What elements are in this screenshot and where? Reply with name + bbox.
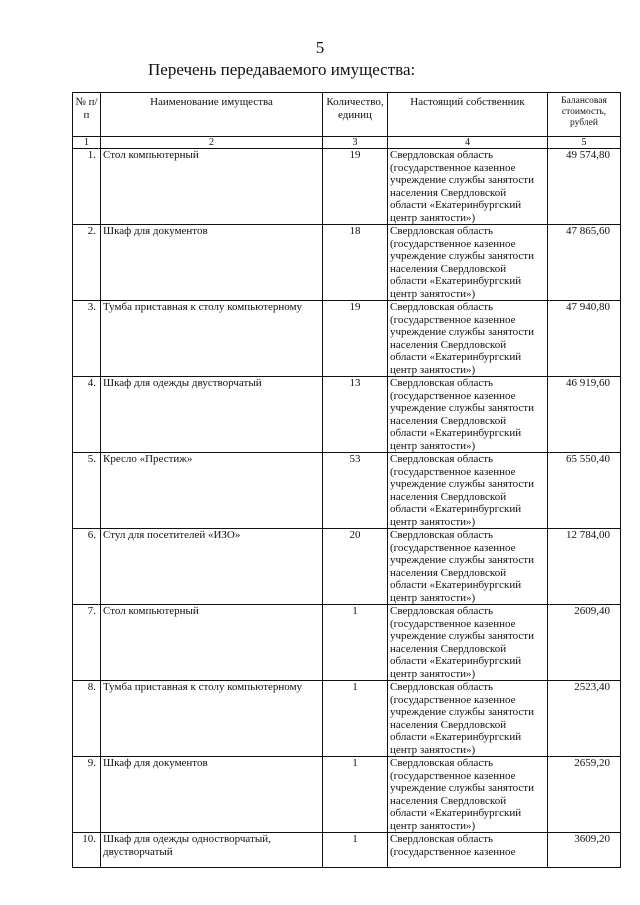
table-row <box>73 149 621 225</box>
item-balance: 2659,20 <box>548 757 621 833</box>
column-number: 5 <box>548 137 621 149</box>
row-number: 5. <box>73 453 101 529</box>
table-row <box>73 605 621 681</box>
column-number: 3 <box>323 137 388 149</box>
item-quantity: 1 <box>323 757 388 833</box>
column-numbers-row <box>73 137 621 149</box>
item-name: Шкаф для одежды одностворчатый, двустворчатый <box>101 833 323 868</box>
row-number: 6. <box>73 529 101 605</box>
header-balance: Балансовая стоимость, рублей <box>548 93 621 137</box>
table-header-row <box>73 93 621 137</box>
item-quantity: 19 <box>323 149 388 225</box>
item-owner: Свердловская область (государственное казенное учреждение службы занятости населения Свердловской области «Екатеринбургский центр занятости») <box>388 377 548 453</box>
table-row <box>73 225 621 301</box>
item-name: Тумба приставная к столу компьютерному <box>101 301 323 377</box>
item-name: Шкаф для документов <box>101 225 323 301</box>
item-balance: 65 550,40 <box>548 453 621 529</box>
item-owner: Свердловская область (государственное казенное учреждение службы занятости населения Свердловской области «Екатеринбургский центр занятости») <box>388 605 548 681</box>
item-quantity: 20 <box>323 529 388 605</box>
row-number: 10. <box>73 833 101 868</box>
item-quantity: 53 <box>323 453 388 529</box>
item-owner: Свердловская область (государственное казенное учреждение службы занятости населения Свердловской области «Екатеринбургский центр занятости») <box>388 757 548 833</box>
column-number: 2 <box>101 137 323 149</box>
table-row <box>73 529 621 605</box>
item-balance: 49 574,80 <box>548 149 621 225</box>
item-owner: Свердловская область (государственное казенное учреждение службы занятости населения Свердловской области «Екатеринбургский центр занятости») <box>388 301 548 377</box>
item-name: Стол компьютерный <box>101 605 323 681</box>
page-number: 5 <box>315 38 325 57</box>
item-balance: 12 784,00 <box>548 529 621 605</box>
item-owner: Свердловская область (государственное казенное учреждение службы занятости населения Свердловской области «Екатеринбургский центр занятости») <box>388 225 548 301</box>
item-balance: 46 919,60 <box>548 377 621 453</box>
row-number: 4. <box>73 377 101 453</box>
row-number: 1. <box>73 149 101 225</box>
document-title: Перечень передаваемого имущества: <box>148 60 416 79</box>
item-quantity: 1 <box>323 605 388 681</box>
column-number: 4 <box>388 137 548 149</box>
row-number: 9. <box>73 757 101 833</box>
item-balance: 2609,40 <box>548 605 621 681</box>
table-row <box>73 757 621 833</box>
item-owner: Свердловская область (государственное казенное учреждение службы занятости населения Свердловской области «Екатеринбургский центр занятости») <box>388 453 548 529</box>
item-owner: Свердловская область (государственное казенное учреждение службы занятости населения Свердловской области «Екатеринбургский центр занятости») <box>388 529 548 605</box>
row-number: 3. <box>73 301 101 377</box>
item-owner: Свердловская область (государственное казенное учреждение службы занятости населения Свердловской области «Екатеринбургский центр занятости») <box>388 681 548 757</box>
table-row <box>73 453 621 529</box>
item-owner: Свердловская область (государственное казенное учреждение службы занятости населения Свердловской области «Екатеринбургский центр занятости») <box>388 149 548 225</box>
item-name: Стул для посетителей «ИЗО» <box>101 529 323 605</box>
column-number: 1 <box>73 137 101 149</box>
item-name: Стол компьютерный <box>101 149 323 225</box>
item-balance: 47 940,80 <box>548 301 621 377</box>
item-quantity: 19 <box>323 301 388 377</box>
item-balance: 3609,20 <box>548 833 621 868</box>
header-qty: Количество, единиц <box>323 93 388 137</box>
item-name: Шкаф для одежды двустворчатый <box>101 377 323 453</box>
item-balance: 47 865,60 <box>548 225 621 301</box>
row-number: 8. <box>73 681 101 757</box>
table-row <box>73 301 621 377</box>
item-name: Шкаф для документов <box>101 757 323 833</box>
row-number: 7. <box>73 605 101 681</box>
property-table <box>72 92 621 868</box>
table-row <box>73 377 621 453</box>
row-number: 2. <box>73 225 101 301</box>
table-row <box>73 833 621 868</box>
item-quantity: 13 <box>323 377 388 453</box>
item-quantity: 1 <box>323 833 388 868</box>
item-quantity: 1 <box>323 681 388 757</box>
item-name: Кресло «Престиж» <box>101 453 323 529</box>
header-num: № п/п <box>73 93 101 137</box>
header-owner: Настоящий собственник <box>388 93 548 137</box>
table-row <box>73 681 621 757</box>
item-quantity: 18 <box>323 225 388 301</box>
item-balance: 2523,40 <box>548 681 621 757</box>
header-name: Наименование имущества <box>101 93 323 137</box>
item-owner: Свердловская область (государственное казенное <box>388 833 548 868</box>
item-name: Тумба приставная к столу компьютерному <box>101 681 323 757</box>
